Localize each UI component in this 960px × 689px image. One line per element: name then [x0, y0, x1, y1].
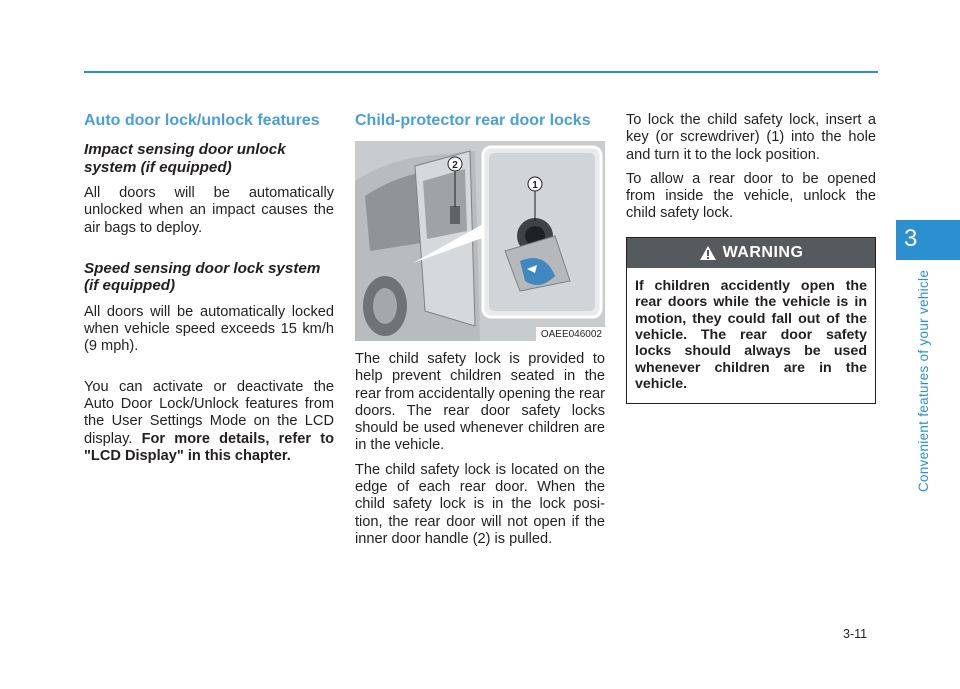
column-instructions — [626, 112, 876, 404]
column-child-protector — [355, 112, 605, 555]
child-lock-illustration — [355, 141, 605, 341]
settings-reference: For more details, refer to "LCD Display" in this chapter. — [84, 430, 334, 464]
column-auto-door-lock — [84, 112, 334, 472]
child-lock-paragraph-2: The child safety lock is located on the edge of each rear door. When the child safety lock is in the lock posi-tion, the rear door will not open if the inner door handle (2) is pulled. — [355, 461, 605, 547]
warning-header — [627, 238, 875, 268]
lock-instruction-paragraph: To lock the child safety lock, insert a key (or screwdriver) (1) into the hole and turn it to the lock position. — [626, 112, 876, 163]
top-rule — [84, 71, 878, 73]
speed-sensing-text: All doors will be automatically locked when vehicle speed exceeds 15 km/h (9 mph). — [84, 303, 334, 355]
callout-2: 2 — [452, 160, 458, 171]
impact-sensing-heading: Impact sensing door unlock system (if equipped) — [84, 141, 286, 176]
car-door-illustration — [355, 141, 605, 341]
child-protector-heading: Child-protector rear door locks — [355, 112, 591, 129]
figure-code: OAEE046002 — [536, 327, 605, 341]
auto-door-lock-heading: Auto door lock/unlock features — [84, 112, 320, 129]
chapter-title: Convenient features of your vehicle — [916, 269, 931, 492]
impact-sensing-text: All doors will be automatically unlocked when an impact causes the air bags to deploy. — [84, 185, 334, 236]
settings-text: You can activate or deactivate the Auto Door Lock/Unlock features from the User Settings Mode on the LCD display. — [84, 378, 334, 447]
page-number: 3-11 — [843, 627, 868, 641]
warning-box — [626, 237, 876, 404]
warning-triangle-icon — [699, 245, 717, 261]
child-lock-paragraph-1: The child safety lock is provided to help prevent children seated in the rear from accidentally opening the rear doors. The rear door safety locks should be used whenever children are in the vehicle. — [355, 351, 605, 454]
speed-sensing-heading: Speed sensing door lock system (if equipped) — [84, 259, 321, 295]
unlock-instruction-paragraph: To allow a rear door to be opened from inside the vehicle, unlock the child safety lock. — [626, 170, 876, 222]
warning-title: WARNING — [722, 244, 804, 262]
callout-1: 1 — [532, 180, 538, 191]
warning-text: If children accidently open the rear doors while the vehicle is in motion, they could fall out of the vehicle. The rear door safety locks should always be used whenever children are in the vehicle. — [635, 277, 867, 393]
chapter-number: 3 — [904, 225, 918, 252]
settings-paragraph — [84, 379, 334, 465]
